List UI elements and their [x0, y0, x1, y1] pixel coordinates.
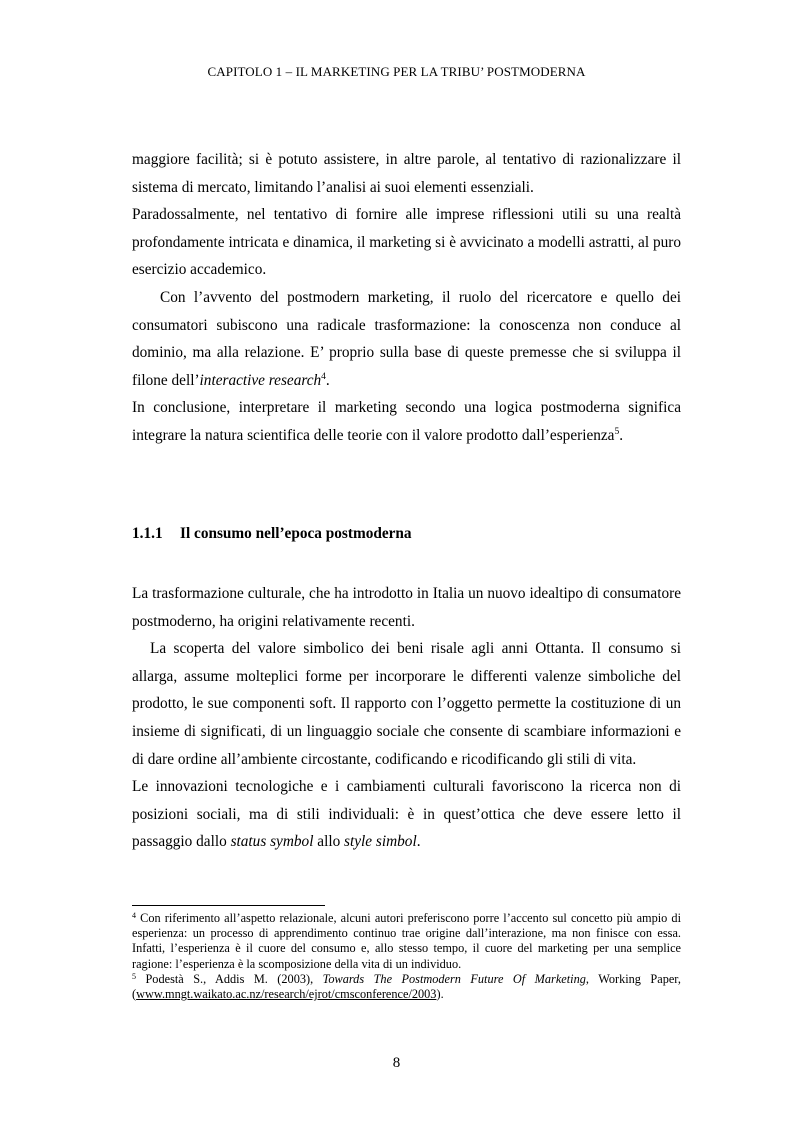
italic-term: status symbol — [230, 833, 314, 851]
footnote-4 — [132, 911, 681, 972]
footnote-number: 4 — [132, 911, 136, 920]
footnote-text: , Working Paper, ( — [132, 971, 681, 1002]
punctuation: . — [416, 833, 421, 851]
paragraph: maggiore facilità; si è potuto assistere, in altre parole, al tentativo di razionalizzare il sistema di mercato, limitando l’analisi ai suoi elementi essenziali. — [132, 151, 681, 196]
section-number: 1.1.1 — [132, 525, 163, 542]
paragraph-text: In conclusione, interpretare il marketing secondo una logica postmoderna significa integrare la natura scientifica delle teorie con il valore prodotto dall’esperienza — [132, 399, 681, 444]
footnote-number: 5 — [132, 971, 136, 981]
section-heading — [132, 525, 412, 543]
paragraph-text: Le innovazioni tecnologiche e i cambiamenti culturali favoriscono la ricerca non di posizioni sociali, ma di stili individuali: è in quest’ottica che deve essere letto il passaggio dallo — [132, 778, 681, 851]
section-title: Il consumo nell’epoca postmoderna — [180, 525, 412, 542]
page-number: 8 — [392, 1055, 401, 1071]
running-header: CAPITOLO 1 – IL MARKETING PER LA TRIBU’ POSTMODERNA — [207, 64, 586, 79]
footnote-separator — [132, 905, 325, 906]
paragraph: La trasformazione culturale, che ha introdotto in Italia un nuovo idealtipo di consumatore postmoderno, ha origini relativamente recenti. — [132, 585, 681, 630]
italic-term: style simbol — [344, 833, 417, 851]
paragraph — [132, 773, 681, 856]
paragraph-text: Con l’avvento del postmodern marketing, il ruolo del ricercatore e quello dei consumatori subiscono una radicale trasformazione: la conoscenza non conduce al dominio, ma alla relazione. E’ proprio sulla base di queste premesse che si sviluppa il filone dell’ — [132, 288, 681, 389]
footnote-ref[interactable]: 4 — [321, 371, 326, 382]
footnotes — [132, 911, 681, 1002]
body-section-2 — [132, 580, 681, 856]
footnote-text: Con riferimento all’aspetto relazionale, alcuni autori preferiscono porre l’accento sul concetto più ampio di esperienza: un processo di apprendimento continuo trae origine dall’interazione, ma non finisce con essa. Infatti, l’esperienza è il cuore del consumo e, allo stesso tempo, il cuore del marketing per una semplice ragione: l’esperienza è la scomposizione della vita di un individuo. — [132, 911, 681, 971]
footnote-text: Podestà S., Addis M. (2003), — [136, 971, 323, 986]
punctuation: . — [325, 371, 330, 389]
footnote-5 — [132, 972, 681, 1002]
footnote-text: ). — [436, 987, 444, 1002]
footnote-title: Towards The Postmodern Future Of Marketing — [322, 971, 586, 986]
punctuation: . — [619, 426, 624, 444]
paragraph — [132, 284, 681, 394]
italic-term: interactive research — [199, 371, 322, 389]
footnote-link[interactable]: www.mngt.waikato.ac.nz/research/ejrot/cmsconference/2003 — [136, 987, 437, 1002]
paragraph — [132, 394, 681, 449]
body-section-1 — [132, 146, 681, 450]
paragraph-text: allo — [313, 833, 345, 851]
paragraph: Paradossalmente, nel tentativo di fornire alle imprese riflessioni utili su una realtà profondamente intricata e dinamica, il marketing si è avvicinato a modelli astratti, al puro esercizio accademico. — [132, 206, 681, 279]
footnote-ref[interactable]: 5 — [614, 426, 620, 437]
paragraph: La scoperta del valore simbolico dei beni risale agli anni Ottanta. Il consumo si allarga, assume molteplici forme per incorporare le differenti valenze simboliche del prodotto, le sue componenti soft. Il rapporto con l’oggetto permette la costituzione di un insieme di significati, di un linguaggio sociale che consente di scambiare informazioni e di dare ordine all’ambiente circostante, codificando e ricodificando gli stili di vita. — [132, 640, 681, 768]
